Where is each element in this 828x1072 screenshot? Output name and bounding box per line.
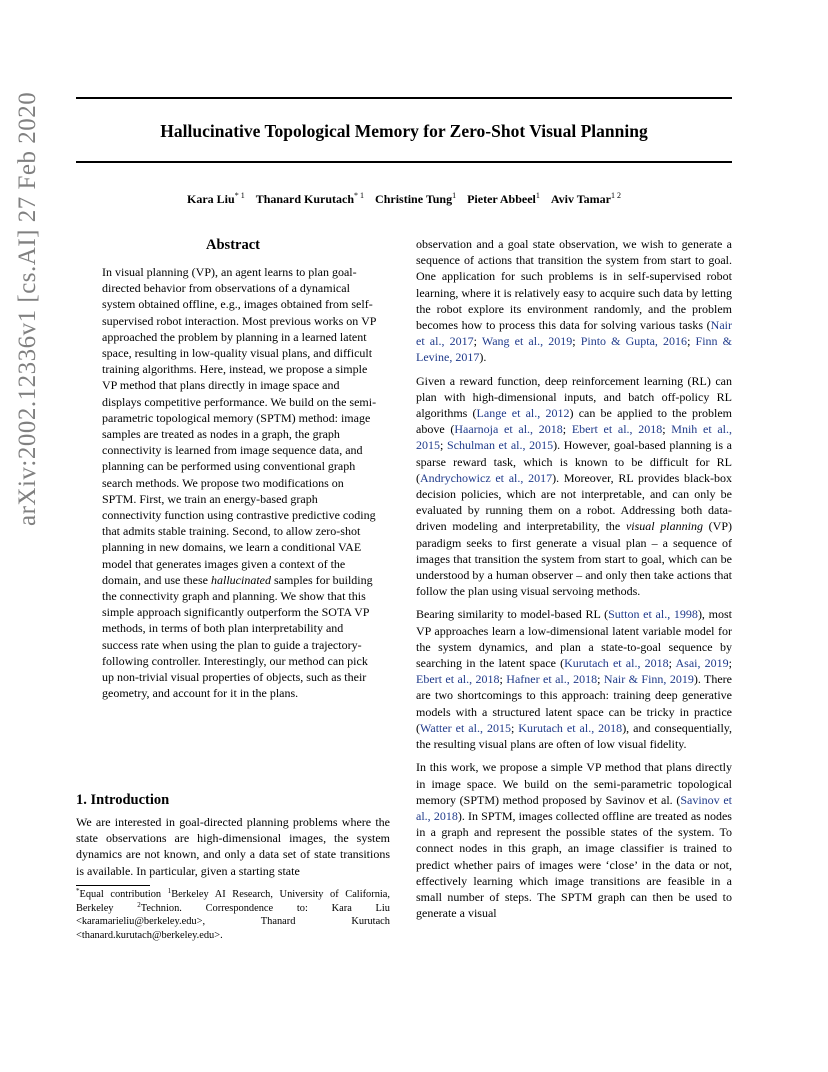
section-heading-introduction: 1. Introduction xyxy=(76,792,170,808)
paragraph: In this work, we propose a simple VP method that plans directly in image space. We build on the semi-parametric topological memory (SPTM) method proposed by Savinov et al. (Savinov et al., 2018). In SPTM, images collected offline are treated as nodes in a graph and represent the possible states of the system. To connect nodes in this graph, an image classifier is trained to predict whether pairs of images were ‘close’ in the data or not, effectively learning which image transitions are feasible in a small number of steps. The SPTM graph can then be used to generate a visual xyxy=(416,760,732,921)
citation-link[interactable]: Asai, 2019 xyxy=(675,656,729,671)
paragraph: observation and a goal state observation, we wish to generate a sequence of actions that transition the system from start to goal. One application for such problems is in self-supervised robot learning, where it is relatively easy to acquire such data by letting the robot explore its environment randomly, and the problem becomes how to process this data for solving various tasks (Nair et al., 2017; Wang et al., 2019; Pinto & Gupta, 2016; Finn & Levine, 2017). xyxy=(416,237,732,365)
citation-link[interactable]: Haarnoja et al., 2018 xyxy=(454,422,563,437)
author: Aviv Tamar$^{1 2}$ xyxy=(550,191,621,206)
citation-link[interactable]: Lange et al., 2012 xyxy=(476,406,570,421)
citation-link[interactable]: Pinto & Gupta, 2016 xyxy=(580,334,688,349)
abstract-heading: Abstract xyxy=(206,237,260,253)
citation-link[interactable]: Ebert et al., 2018 xyxy=(571,422,663,437)
left-column xyxy=(76,236,390,701)
author: Kara Liu$^{* 1}$ xyxy=(187,191,245,206)
title-rule-top xyxy=(76,97,732,99)
paragraph: Bearing similarity to model-based RL (Sutton et al., 1998), most VP approaches learn a low-dimensional latent variable model for the system dynamics, and plan a state-to-goal sequence by searching in the latent space (Kurutach et al., 2018; Asai, 2019; Ebert et al., 2018; Hafner et al., 2018; Nair & Finn, 2019). There are two shortcomings to this approach: training deep generative models with a structured latent space can be tricky in practice (Watter et al., 2015; Kurutach et al., 2018), and consequentially, the resulting visual plans are often of low visual fidelity. xyxy=(416,607,733,752)
author: Christine Tung$^1$ xyxy=(375,191,457,206)
author: Pieter Abbeel$^1$ xyxy=(467,191,540,206)
citation-link[interactable]: Hafner et al., 2018 xyxy=(506,672,598,687)
paragraph: Given a reward function, deep reinforcement learning (RL) can plan with high-dimensional inputs, and batch off-policy RL algorithms (Lange et al., 2012) can be applied to the problem above (Haarnoja et al., 2018; Ebert et al., 2018; Mnih et al., 2015; Schulman et al., 2015). However, goal-based planning is a sparse reward task, which is known to be difficult for RL (Andrychowicz et al., 2017). Moreover, RL provides black-box decision policies, which are not interpretable, and can only be evaluated by running them on a robot. Addressing both data-driven modeling and interpretability, the visual planning (VP) paradigm seeks to first generate a visual plan – a sequence of images that transition the system from start to goal, which can be understood by a human observer – and only then take actions that follow the plan using visual servoing methods. xyxy=(416,373,733,599)
citation-link[interactable]: Sutton et al., 1998 xyxy=(608,607,698,622)
citation-link[interactable]: Savinov et al., 2018 xyxy=(416,792,732,823)
citation-link[interactable]: Kurutach et al., 2018 xyxy=(518,720,623,735)
abstract-text: In visual planning (VP), an agent learns to plan goal-directed behavior from observations of a dynamical system obtained offline, e.g., images obtained from self-supervised robot interaction. Most previous works on VP approached the problem by planning in a learned latent space, resulting in low-quality visual plans, and difficult training algorithms. Here, instead, we propose a simple VP method that plans directly in image space and displays competitive performance. We build on the semi-parametric topological memory (SPTM) method: image samples are treated as nodes in a graph, the graph connectivity is learned from image sequence data, and planning can be performed using conventional graph search methods. We propose two modifications on SPTM. First, we train an energy-based graph connectivity function using contrastive predictive coding that admits stable training. Second, to allow zero-shot planning in new domains, we learn a conditional VAE model that generates images given a context of the domain, and use these hallucinated samples for building the connectivity graph and planning. We show that this simple approach significantly outperform the SOTA VP methods, in terms of both plan interpretability and success rate when using the plan to guide a trajectory-following controller. Interestingly, our method can pick up non-trivial visual properties of objects, such as their geometry, and account for it in the plans. xyxy=(102,265,377,701)
citation-link[interactable]: Schulman et al., 2015 xyxy=(446,438,554,453)
citation-link[interactable]: Ebert et al., 2018 xyxy=(416,672,500,687)
citation-link[interactable]: Finn & Levine, 2017 xyxy=(416,334,732,365)
citation-link[interactable]: Watter et al., 2015 xyxy=(420,720,511,735)
citation-link[interactable]: Wang et al., 2019 xyxy=(481,334,573,349)
paper-title: Hallucinative Topological Memory for Zero-Shot Visual Planning xyxy=(160,121,648,141)
title-rule-bottom xyxy=(76,161,732,163)
citation-link[interactable]: Mnih et al., 2015 xyxy=(416,422,733,453)
footnote: *Equal contribution $^1$Berkeley AI Research, University of California, Berkeley $^2$Technion. Correspondence to: Kara Liu <karamarieliu@berkeley.edu>, Thanard Kurutach <thanard.kurutach@berkeley.edu>. xyxy=(76,887,390,941)
author: Thanard Kurutach$^{* 1}$ xyxy=(255,191,365,206)
citation-link[interactable]: Kurutach et al., 2018 xyxy=(564,656,669,671)
author-list xyxy=(76,191,732,207)
citation-link[interactable]: Andrychowicz et al., 2017 xyxy=(420,470,553,485)
arxiv-identifier: arXiv:2002.12336v1 [cs.AI] 27 Feb 2020 xyxy=(14,91,41,526)
introduction-text: We are interested in goal-directed planning problems where the state observations are high-dimensional images, the system dynamics are not known, and only a data set of state transitions is available. In particular, given a starting state xyxy=(76,815,390,878)
right-column xyxy=(416,236,732,928)
footnote-rule xyxy=(76,885,150,886)
citation-link[interactable]: Nair et al., 2017 xyxy=(416,318,732,349)
citation-link[interactable]: Nair & Finn, 2019 xyxy=(603,672,694,687)
